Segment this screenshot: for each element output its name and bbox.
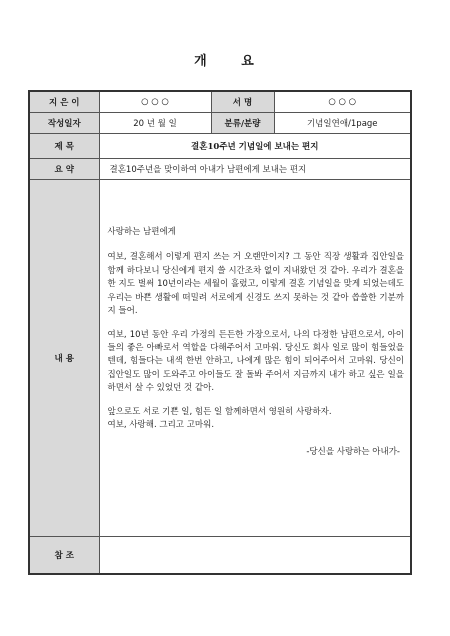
reference-row [29,537,411,575]
letter-title: 결혼10주년 기념일에 보내는 편지 [99,134,411,159]
author-label: 지 은 이 [29,91,99,113]
title-label: 제 목 [29,134,99,159]
category-value: 기념일연애/1page [274,113,411,134]
title-row [29,134,411,159]
content-label: 내 용 [29,180,99,537]
letter-closing-line-2: 여보, 사랑해. 그리고 고마워. [107,420,215,431]
date-value: 20 년 월 일 [99,113,211,134]
summary-value: 결혼10주년을 맞이하여 아내가 남편에게 보내는 편지 [99,159,411,180]
letter-paragraph-1: 여보, 결혼해서 이렇게 편지 쓰는 거 오랜만이지? 그 동안 직장 생활과 집안일을 함께 하다보니 당신에게 편지 쓸 시간조차 없이 지내왔던 것 같아. 우리가 결혼을 한 지도 벌써 10년이라는 세월이 흘렀고, 이렇게 결혼 기념일을 맞게 되었는데도 우리는 바쁜 생활에 떠밀려 서로에게 신경도 쓰지 못하는 것 같아 씁쓸한 기분까지 들어. [107,252,404,317]
summary-row [29,159,411,180]
author-value: ○ ○ ○ [99,91,211,113]
category-label: 분류/분량 [211,113,274,134]
reference-value [99,537,411,575]
date-label: 작성일자 [29,113,99,134]
recipient-value: ○ ○ ○ [274,91,411,113]
letter-content [99,180,411,537]
overview-form-table [28,90,412,575]
reference-label: 참 조 [29,537,99,575]
date-row [29,113,411,134]
content-row [29,180,411,537]
letter-greeting: 사랑하는 남편에게 [107,227,176,237]
page-title: 개 요 [194,54,256,69]
letter-closing-line-1: 앞으로도 서로 기쁜 일, 힘든 일 함께하면서 영원히 사랑하자. [107,406,332,417]
letter-signature: -당신을 사랑하는 아내가- [306,447,400,458]
author-row [29,91,411,113]
recipient-label: 서 명 [211,91,274,113]
summary-label: 요 약 [29,159,99,180]
letter-paragraph-2: 여보, 10년 동안 우리 가정의 든든한 가장으로서, 나의 다정한 남편으로서, 아이들의 좋은 아빠로서 역할을 다해주어서 고마워. 당신도 회사 일로 많이 힘들었을텐데, 힘들다는 내색 한번 안하고, 나에게 많은 힘이 되어주어서 고마워. 당신이 집안일도 많이 도와주고 아이들도 잘 돌봐 주어서 지금까지 내가 하고 싶은 일을 하면서 살 수 있었던 것 같아. [107,329,404,394]
